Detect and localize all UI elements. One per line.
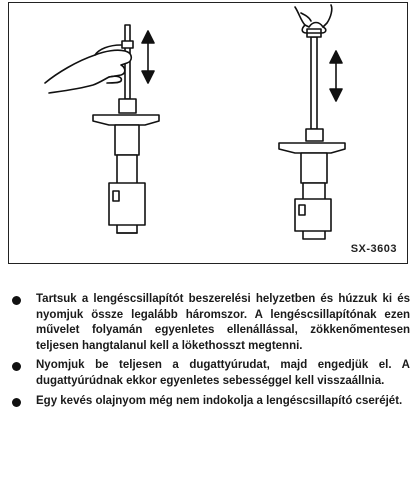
figure-code-label: SX-3603: [350, 243, 397, 255]
shock-absorber-illustration: [9, 3, 409, 265]
instruction-text: Tartsuk a lengéscsillapítót beszerelési helyzetben és húzzuk ki és nyomjuk össze legalább háromszor. A lengéscsillapítónak ezen művelet folyamán egyenletes ellenállással, zökkenőmentesen teljesen hangtalanul kell a lökethosszt megtenni.: [36, 293, 410, 352]
hand-icon: [45, 45, 131, 93]
double-arrow-icon-right: [330, 51, 342, 101]
instruction-item: [10, 394, 410, 410]
instruction-text: Nyomjuk be teljesen a dugattyúrudat, majd engedjük el. A dugattyúrúdnak ekkor egyenletes sebességgel kell visszaállnia.: [36, 359, 410, 387]
instruction-item: [10, 358, 410, 389]
instruction-text: Egy kevés olajnyom még nem indokolja a lengéscsillapító cseréjét.: [36, 394, 403, 407]
instruction-list: [10, 292, 410, 413]
double-arrow-icon-left: [142, 31, 154, 83]
bullet-icon: [12, 398, 21, 407]
illustration-panel: [8, 2, 408, 264]
instruction-item: [10, 292, 410, 354]
bullet-icon: [12, 362, 21, 371]
bullet-icon: [12, 296, 21, 305]
